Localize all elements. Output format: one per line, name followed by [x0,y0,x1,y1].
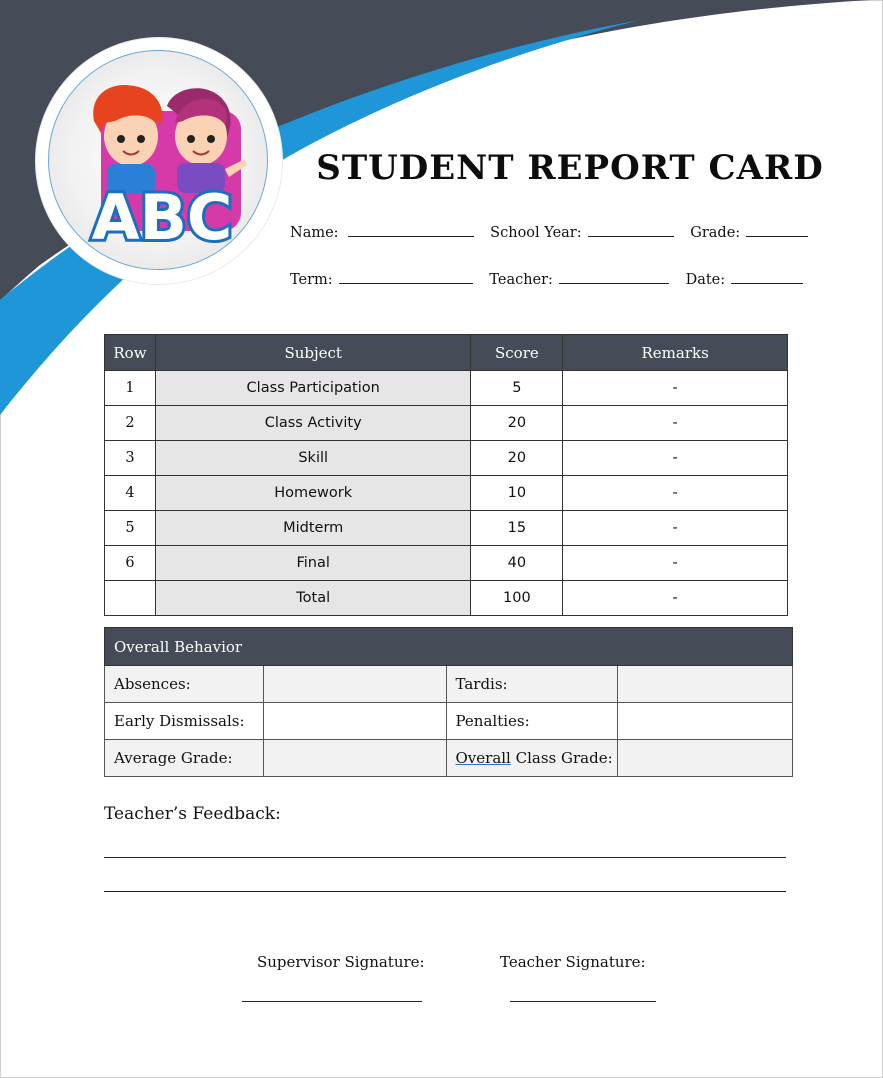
overall-class-grade-label [446,740,618,777]
page-title: STUDENT REPORT CARD [316,148,824,188]
remarks-cell[interactable]: - [563,371,788,406]
score-cell[interactable]: 20 [471,406,563,441]
score-cell-total[interactable]: 100 [471,581,563,616]
term-label: Term: [290,272,333,288]
teacher-signature-line[interactable] [510,1001,656,1002]
table-row [105,476,788,511]
info-row-1 [290,222,808,241]
behavior-heading: Overall Behavior [105,628,793,666]
feedback-line-2[interactable] [104,891,786,892]
average-grade-label: Average Grade: [105,740,264,777]
term-field-line[interactable] [339,269,473,284]
subject-cell: Skill [155,441,470,476]
table-row [105,441,788,476]
class-grade-text: Class Grade: [510,749,613,767]
row-number: 2 [105,406,156,441]
table-row [105,546,788,581]
row-number: 4 [105,476,156,511]
table-row [105,406,788,441]
absences-label: Absences: [105,666,264,703]
date-label: Date: [685,272,726,288]
tardis-value-cell[interactable] [618,666,793,703]
penalties-value-cell[interactable] [618,703,793,740]
logo-text: ABC [91,181,233,254]
remarks-cell[interactable]: - [563,406,788,441]
teacher-field-line[interactable] [559,269,669,284]
logo-badge [36,38,282,284]
overall-word: Overall [455,749,511,767]
column-header-score: Score [471,335,563,371]
name-label: Name: [290,225,339,241]
subject-cell-total: Total [155,581,470,616]
early-dismissals-value-cell[interactable] [263,703,446,740]
penalties-label: Penalties: [446,703,618,740]
kids-illustration [49,51,268,270]
grade-field-line[interactable] [746,222,808,237]
subject-cell: Class Activity [155,406,470,441]
remarks-cell-total[interactable]: - [563,581,788,616]
logo-inner-circle [48,50,268,270]
row-number: 6 [105,546,156,581]
score-cell[interactable]: 40 [471,546,563,581]
behavior-table [104,627,793,777]
score-cell[interactable]: 10 [471,476,563,511]
behavior-row [105,740,793,777]
average-grade-value-cell[interactable] [263,740,446,777]
school-year-label: School Year: [490,225,582,241]
column-header-row: Row [105,335,156,371]
table-row [105,511,788,546]
score-cell[interactable]: 5 [471,371,563,406]
school-year-field-line[interactable] [588,222,674,237]
behavior-row [105,666,793,703]
subject-cell: Class Participation [155,371,470,406]
row-number: 5 [105,511,156,546]
date-field-line[interactable] [731,269,803,284]
grades-header-row [105,335,788,371]
feedback-label: Teacher’s Feedback: [104,804,281,824]
row-number: 1 [105,371,156,406]
subject-cell: Final [155,546,470,581]
row-number: 3 [105,441,156,476]
column-header-subject: Subject [155,335,470,371]
overall-class-grade-value-cell[interactable] [618,740,793,777]
column-header-remarks: Remarks [563,335,788,371]
feedback-line-1[interactable] [104,857,786,858]
info-row-2 [290,269,803,288]
early-dismissals-label: Early Dismissals: [105,703,264,740]
supervisor-signature-label: Supervisor Signature: [257,953,425,971]
grades-table [104,334,788,616]
row-number [105,581,156,616]
absences-value-cell[interactable] [263,666,446,703]
behavior-row [105,703,793,740]
remarks-cell[interactable]: - [563,546,788,581]
subject-cell: Homework [155,476,470,511]
table-row [105,371,788,406]
remarks-cell[interactable]: - [563,511,788,546]
supervisor-signature-line[interactable] [242,1001,422,1002]
name-field-line[interactable] [348,222,474,237]
score-cell[interactable]: 20 [471,441,563,476]
grade-label: Grade: [690,225,741,241]
tardis-label: Tardis: [446,666,618,703]
score-cell[interactable]: 15 [471,511,563,546]
teacher-label: Teacher: [489,272,553,288]
remarks-cell[interactable]: - [563,441,788,476]
total-row [105,581,788,616]
remarks-cell[interactable]: - [563,476,788,511]
teacher-signature-label: Teacher Signature: [500,953,646,971]
subject-cell: Midterm [155,511,470,546]
